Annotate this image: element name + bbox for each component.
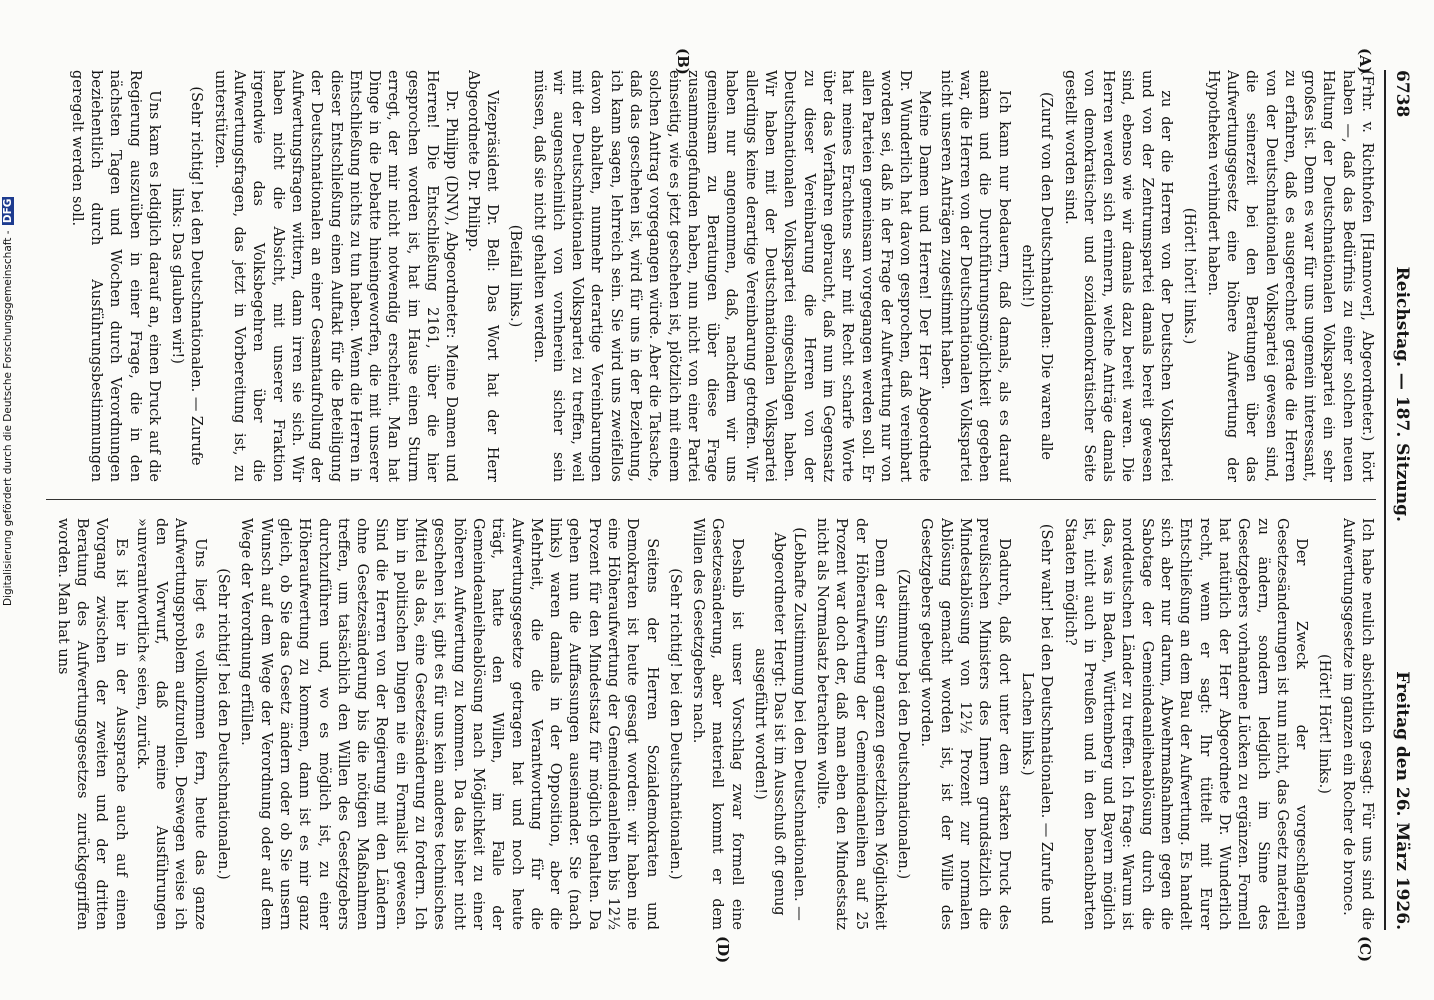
margin-marker-c: (C) bbox=[1356, 936, 1374, 963]
interjection: (Sehr richtig! bei den Deutschnationalen. — Zurufe links: Das glauben wir!) bbox=[169, 86, 205, 466]
interjection: (Hört! Hört! links.) bbox=[1316, 654, 1333, 794]
paragraph: Vizepräsident Dr. Bell: Das Wort hat der Herr Abgeordnete Dr. Philipp. bbox=[464, 70, 500, 482]
interjection: (Sehr richtig! bei den Deutschnationalen.) bbox=[215, 568, 232, 880]
page-number: 6738 bbox=[1392, 70, 1412, 118]
interjection: (Zuruf von den Deutschnationalen: Die waren alle ehrlich!) bbox=[1018, 92, 1055, 460]
right-text-column bbox=[46, 518, 1376, 930]
interjection: (Beifall links.) bbox=[507, 224, 524, 328]
session-title: Reichstag. — 187. Sitzung. bbox=[1392, 266, 1412, 522]
paragraph: Uns kam es lediglich darauf an, einen Druck auf die Regierung auszuüben in einer Frage, die in den nächsten Tagen und Wochen durch Verordnungen beziehentlich durch Ausführungsbestimmungen geregelt werden soll. bbox=[68, 70, 162, 482]
paragraph: Denn der Sinn der ganzen gesetzlichen Möglichkeit der Höheraufwertung der Gemeindeanleihen auf 25 Prozent war doch der, daß man eben den Mindestsatz nicht als Normalsatz betrachten wollte. bbox=[813, 518, 888, 930]
interjection: (Zustimmung bei den Deutschnationalen.) bbox=[895, 568, 912, 880]
interjection: (Lebhafte Zustimmung bei den Deutschnationalen. — Abgeordneter Hergt: Das ist im Ausschuß oft genug ausgeführt worden!) bbox=[752, 527, 807, 921]
paragraph: Dr. Philipp (DNV), Abgeordneter: Meine Damen und Herren! Die Entschließung 2161, über die hier gesprochen worden ist, hat im Hause einen Sturm erregt, der mir nicht notwendig erscheint. Man hat Dinge in die Debatte hineingeworfen, die mit unserer Entschließung nichts zu tun haben. Wenn die Herren in dieser Entschließung einen Auftakt für die Beteiligung der Deutschnationalen an einer Gesamtaufrollung der Aufwertungsfragen wittern, dann irren sie sich. Wir haben nicht die Absicht, mit unserer Fraktion irgendwie das Volksbegehren über die Aufwertungsfragen, das jetzt in Vorbereitung ist, zu unterstützen. bbox=[211, 70, 460, 482]
margin-marker-b: (B) bbox=[674, 48, 692, 75]
paragraph: Uns liegt es vollkommen fern, heute das ganze Aufwertungsproblem aufzurollen. Deswegen weise ich den Vorwurf, daß meine Ausführungen »unverantwortlich« seien, zurück. bbox=[133, 518, 208, 930]
interjection: (Hört! hört! links.) bbox=[1181, 207, 1198, 345]
paragraph: Seitens der Herren Sozialdemokraten und Demokraten ist heute gesagt worden: wir haben nie eine Höheraufwertung der Gemeindeanleihen bis 12½ Prozent für den Mindestsatz für möglich gehalten. Da gehen nun die Auffassungen auseinander. Sie (nach links) waren damals in der Opposition, aber die Mehrheit, die die Verantwortung für die Aufwertungsgesetze getragen hat und noch heute trägt, hatte den Willen, im Falle der Gemeindeanleiheablösung nach Möglichkeit zu einer höheren Aufwertung zu kommen. Da das bisher nicht geschehen ist, gibt es für uns kein anderes technisches Mittel als das, eine Gesetzesänderung zu fordern. Ich bin in politischen Dingen nie ein Formalist gewesen. Sind die Herren von der Regierung mit den Ländern ohne Gesetzesänderung bis die nötigen Maßnahmen treffen, um tatsächlich den Willen des Gesetzgebers durchzuführen und, wo es möglich ist, zu einer Höheraufwertung zu kommen, dann ist es mir ganz gleich, ob Sie das Gesetz ändern oder ob Sie unsern Wunsch auf dem Wege der Verordnung oder auf dem Wege der Verordnung erfüllen. bbox=[238, 518, 660, 930]
credit-text: Digitalisierung gefördert durch die Deutsche Forschungsgemeinschaft - bbox=[2, 230, 14, 606]
margin-marker-d: (D) bbox=[714, 936, 732, 964]
interjection: (Sehr wahr! bei den Deutschnationalen. — Zurufe und Lachen links.) bbox=[1018, 523, 1055, 925]
interjection: (Sehr richtig! bei den Deutschnationalen.) bbox=[666, 568, 683, 880]
paragraph: (Frhr. v. Richthofen [Hannover], Abgeordneter.) hört haben —, daß das Bedürfnis zu einer solchen neuen Haltung der Deutschnationalen Volkspartei ein sehr großes ist. Denn es war für uns ungemein interessant, zu erfahren, daß es ausgerechnet gerade die Herren von der Deutschnationalen Volkspartei gewesen sind, die seinerzeit bei den Beratungen über das Aufwertungsgesetz eine höhere Aufwertung der Hypotheken verhindert haben. bbox=[1204, 70, 1375, 482]
paragraph: Deshalb ist unser Vorschlag zwar formell eine Gesetzesänderung, aber materiell kommt er dem Willen des Gesetzgebers nach. bbox=[690, 518, 745, 930]
paragraph: Ich habe neulich absichtlich gesagt: Für uns sind die Aufwertungsgesetze im ganzen ein Rocher de bronce. bbox=[1339, 518, 1375, 930]
left-text-column bbox=[46, 70, 1376, 482]
digitization-credit bbox=[2, 197, 14, 606]
column-divider bbox=[46, 499, 1376, 500]
session-date: Freitag den 26. März 1926. bbox=[1392, 671, 1412, 930]
paragraph: Es ist hier in der Aussprache auch auf einen Vorgang zwischen der zweiten und der dritten Beratung des Aufwertungsgesetzes zurückgegriffen worden. Man hat uns bbox=[54, 518, 129, 930]
paragraph: Der Zweck der vorgeschlagenen Gesetzesänderungen ist nun nicht, das Gesetz materiell zu ändern, sondern lediglich im Sinne des Gesetzgebers vorhandene Lücken zu ergänzen. Formell hat natürlich der Herr Abgeordnete Dr. Wunderlich recht, wenn er sagt: Ihr tüttelt mit Eurer Entschließung an dem Bau der Aufwertung. Es handelt sich aber nur darum, Abwehrmaßnahmen gegen die Sabotage der Gemeindeanleiheablösung durch die norddeutschen Länder zu treffen. Ich frage: Warum ist das, was in Baden, Württemberg und Bayern möglich ist, nicht auch in Preußen und in den benachbarten Staaten möglich? bbox=[1061, 518, 1310, 930]
paragraph: Meine Damen und Herren! Der Herr Abgeordnete Dr. Wunderlich hat davon gesprochen, daß vereinbart worden sei, daß in der Frage der Aufwertung nur von allen Parteien gemeinsam vorgegangen werden soll. Er hat meines Erachtens sehr mit Recht scharfe Worte über das Verfahren gebraucht, daß nun im Gegensatz zu dieser Vereinbarung die Herren von der Deutschnationalen Volkspartei eingeschlagen haben. Wir haben mit der Deutschnationalen Volkspartei allerdings keine derartige Vereinbarung getroffen. Wir haben nur angenommen, daß, nachdem wir uns gemeinsam zu Beratungen über diese Frage zusammengefunden haben, nun nicht von einer Partei einseitig, wie es jetzt geschehen ist, plötzlich mit einem solchen Antrag vorgegangen würde. Aber die Tatsache, daß das geschehen ist, wird für uns in der Beziehung, ich kann sagen, lehrreich sein. Sie wird uns zweifellos davon abhalten, nunmehr derartige Vereinbarungen mit der Deutschnationalen Volkspartei zu treffen, weil wir augenscheinlich von vornherein sicher sein müssen, daß sie nicht gehalten werden. bbox=[530, 70, 933, 482]
page-header bbox=[1384, 70, 1412, 930]
paragraph: Ich kann nur bedauern, daß damals, als es darauf ankam und die Durchführungsmöglichkeit gegeben war, die Herren von der Deutschnationalen Volkspartei nicht unseren Anträgen zugestimmt haben. bbox=[937, 70, 1012, 482]
dfg-logo: DFG bbox=[2, 198, 14, 224]
paragraph: zu der die Herren von der Deutschen Volkspartei und von der Zentrumspartei damals bereit gewesen sind, ebenso wie wir damals dazu bereit waren. Die Herren werden sich erinnern, welche Anträge damals von demokratischer und sozialdemokratischer Seite gestellt worden sind. bbox=[1061, 70, 1175, 482]
margin-marker-a: (A) bbox=[1356, 48, 1374, 74]
paragraph: Dadurch, daß dort unter dem starken Druck des preußischen Ministers des Innern grundsätzlich die Mindestablösung von 12½ Prozent zur normalen Ablösung gemacht worden ist, ist der Wille des Gesetzgebers gebeugt worden. bbox=[918, 518, 1012, 930]
